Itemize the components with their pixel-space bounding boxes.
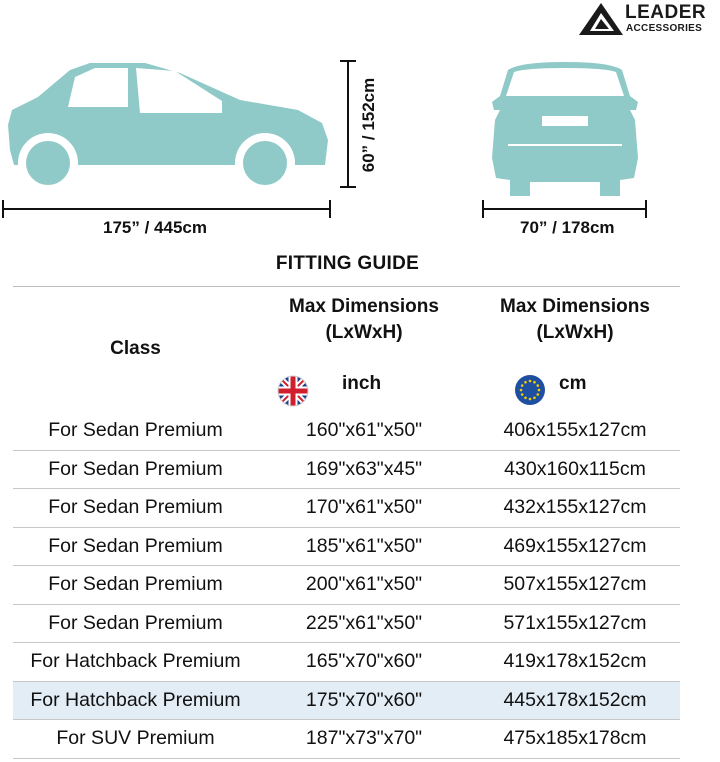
header-divider xyxy=(13,286,680,287)
cm-cell: 432x155x127cm xyxy=(470,489,680,528)
inch-unit-label: inch xyxy=(342,373,382,394)
width-dimension-line xyxy=(480,198,650,220)
cm-cell: 419x178x152cm xyxy=(470,643,680,682)
inch-max-dimensions-label: Max Dimensions xyxy=(289,296,439,317)
width-label: 70” / 178cm xyxy=(520,218,615,237)
class-cell: For Sedan Premium xyxy=(13,566,258,605)
cm-cell: 406x155x127cm xyxy=(470,412,680,450)
table-row xyxy=(13,412,680,450)
length-dimension-line xyxy=(0,198,335,220)
brand-subtitle: ACCESSORIES xyxy=(626,23,703,34)
cm-unit-label: cm xyxy=(559,373,587,394)
inch-lxwxh-label: (LxWxH) xyxy=(325,322,403,343)
inch-cell: 165"x70"x60" xyxy=(258,643,470,682)
eu-flag-icon xyxy=(514,374,546,406)
cm-cell: 475x185x178cm xyxy=(470,720,680,759)
table-row xyxy=(13,566,680,605)
inch-cell: 160"x61"x50" xyxy=(258,412,470,450)
class-header: Class xyxy=(110,338,161,359)
cm-max-dimensions-label: Max Dimensions xyxy=(500,296,650,317)
class-cell: For Sedan Premium xyxy=(13,412,258,450)
inch-cell: 170"x61"x50" xyxy=(258,489,470,528)
brand-name: LEADER xyxy=(625,2,707,23)
cm-cell: 445x178x152cm xyxy=(470,681,680,720)
cm-cell: 469x155x127cm xyxy=(470,527,680,566)
class-cell: For Sedan Premium xyxy=(13,489,258,528)
class-cell: For Hatchback Premium xyxy=(13,681,258,720)
class-cell: For Sedan Premium xyxy=(13,604,258,643)
table-row xyxy=(13,527,680,566)
height-label: 60” / 152cm xyxy=(359,77,378,173)
inch-max-dimensions-header xyxy=(258,294,470,346)
table-row xyxy=(13,489,680,528)
cm-cell: 507x155x127cm xyxy=(470,566,680,605)
inch-cell: 225"x61"x50" xyxy=(258,604,470,643)
height-dimension-line xyxy=(336,58,360,190)
class-cell: For SUV Premium xyxy=(13,720,258,759)
hatchback-side-icon xyxy=(0,55,335,195)
cm-max-dimensions-header xyxy=(470,294,680,346)
inch-cell: 187"x73"x70" xyxy=(258,720,470,759)
hatchback-rear-icon xyxy=(480,58,650,198)
inch-cell: 200"x61"x50" xyxy=(258,566,470,605)
cm-lxwxh-label: (LxWxH) xyxy=(536,322,614,343)
table-row xyxy=(13,450,680,489)
table-row xyxy=(13,604,680,643)
inch-cell: 169"x63"x45" xyxy=(258,450,470,489)
inch-cell: 185"x61"x50" xyxy=(258,527,470,566)
fitting-guide-table xyxy=(13,412,680,759)
class-cell: For Hatchback Premium xyxy=(13,643,258,682)
cm-cell: 430x160x115cm xyxy=(470,450,680,489)
inch-cell: 175"x70"x60" xyxy=(258,681,470,720)
uk-flag-icon xyxy=(277,375,309,407)
table-row xyxy=(13,720,680,759)
brand-logo xyxy=(578,2,720,36)
triangle-logo-icon xyxy=(578,2,624,36)
fitting-guide-title: FITTING GUIDE xyxy=(275,253,420,274)
class-cell: For Sedan Premium xyxy=(13,450,258,489)
class-cell: For Sedan Premium xyxy=(13,527,258,566)
table-row xyxy=(13,681,680,720)
cm-cell: 571x155x127cm xyxy=(470,604,680,643)
length-label: 175” / 445cm xyxy=(103,218,207,237)
table-row xyxy=(13,643,680,682)
